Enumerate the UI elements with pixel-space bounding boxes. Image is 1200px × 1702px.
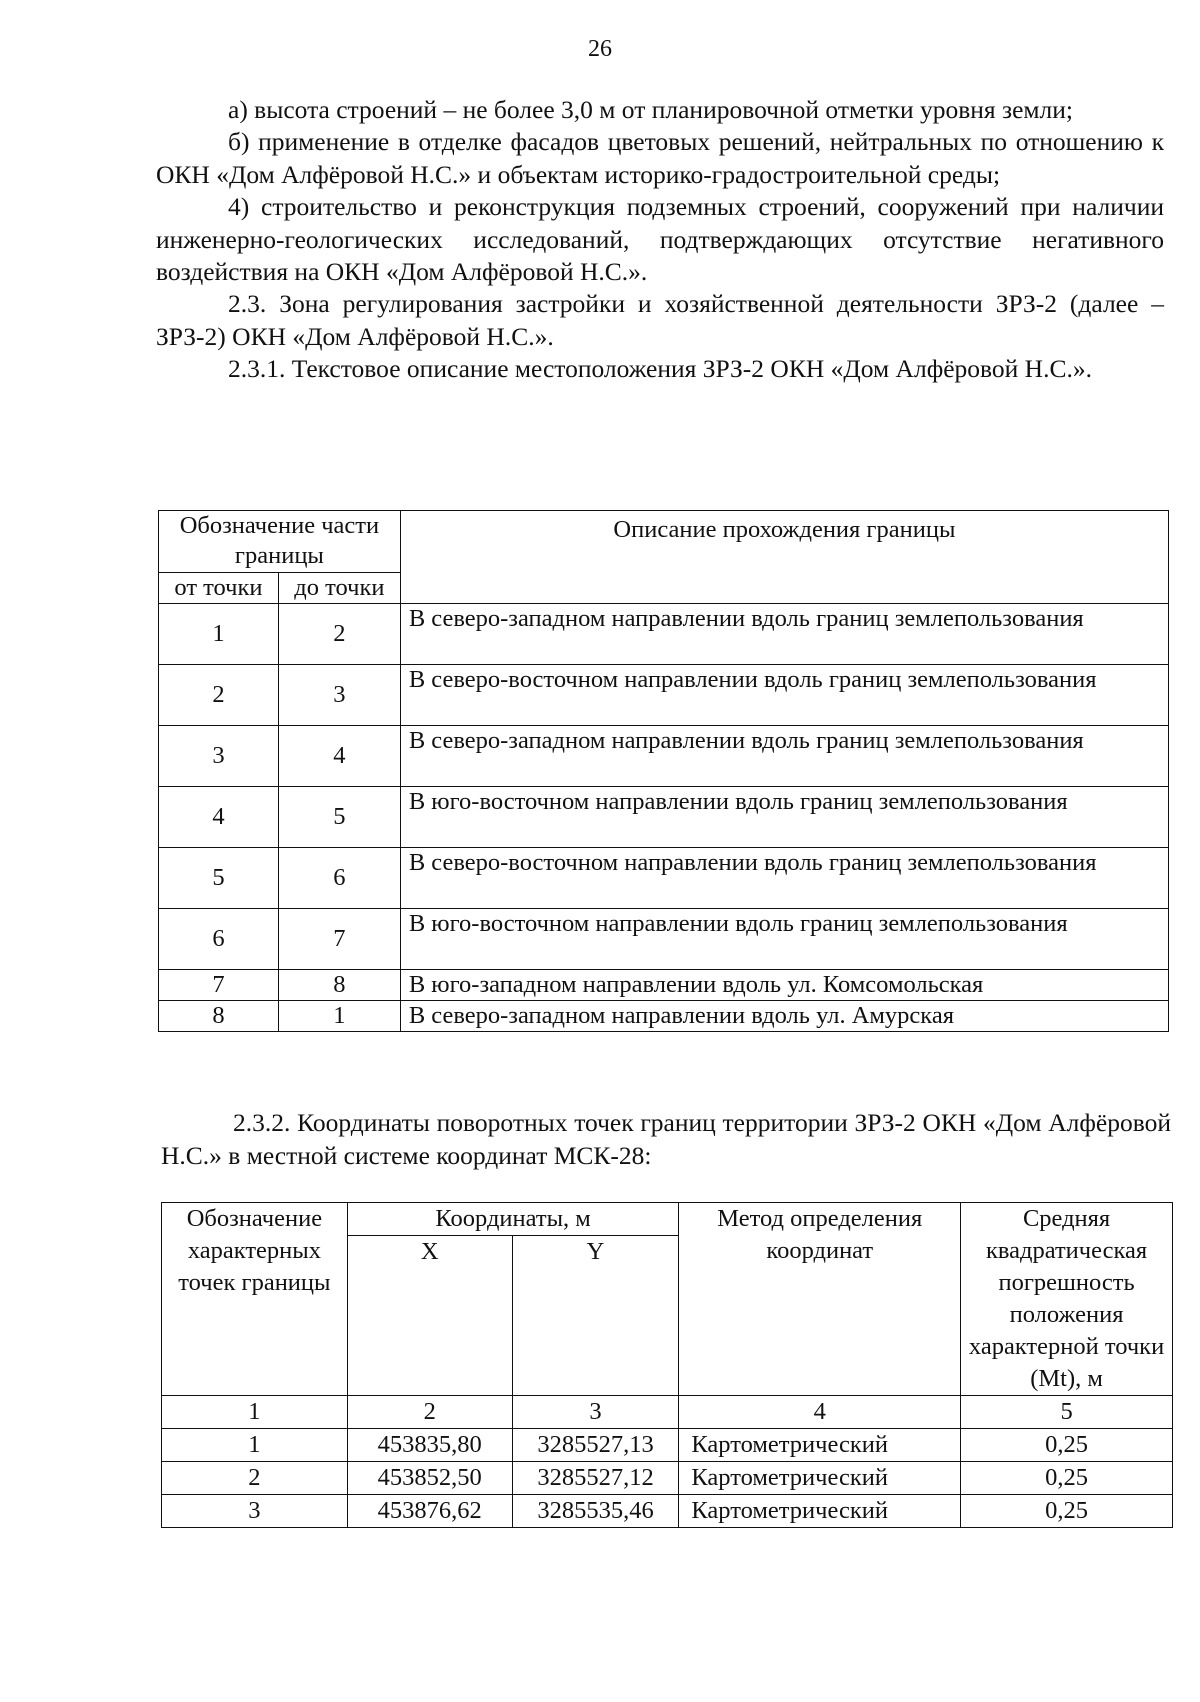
paragraph-height-limit: а) высота строений – не более 3,0 м от планировочной отметки уровня земли; <box>228 95 1074 124</box>
from-point: 4 <box>159 787 279 848</box>
column-number: 1 <box>162 1396 348 1429</box>
method: Картометрический <box>679 1495 961 1528</box>
table-row <box>159 970 1169 1001</box>
header-from-point: от точки <box>159 573 279 604</box>
boundary-description: В северо-восточном направлении вдоль границ землепользования <box>400 665 1168 726</box>
coordinate-y: 3285527,12 <box>512 1462 679 1495</box>
table-row <box>159 1001 1169 1032</box>
table-row <box>159 665 1169 726</box>
from-point: 8 <box>159 1001 279 1032</box>
header-boundary-part: Обозначение части границы <box>159 511 401 573</box>
header-coordinates: Координаты, м <box>347 1203 679 1236</box>
column-number: 4 <box>679 1396 961 1429</box>
from-point: 1 <box>159 604 279 665</box>
to-point: 7 <box>278 909 400 970</box>
method: Картометрический <box>679 1462 961 1495</box>
boundary-description-table <box>158 510 1169 1032</box>
to-point: 8 <box>278 970 400 1001</box>
to-point: 2 <box>278 604 400 665</box>
coordinate-x: 453852,50 <box>347 1462 512 1495</box>
table-row <box>159 726 1169 787</box>
header-to-point: до точки <box>278 573 400 604</box>
point-number: 2 <box>162 1462 348 1495</box>
boundary-description: В северо-западном направлении вдоль границ землепользования <box>400 726 1168 787</box>
header-boundary-description: Описание прохождения границы <box>400 511 1168 604</box>
coordinate-x: 453835,80 <box>347 1429 512 1462</box>
coordinates-table <box>161 1202 1173 1528</box>
mean-error: 0,25 <box>961 1495 1173 1528</box>
header-y: Y <box>512 1236 679 1396</box>
paragraph-coordinates-heading: 2.3.2. Координаты поворотных точек границ территории ЗРЗ-2 ОКН «Дом Алфёровой Н.С.» в местной системе координат МСК-28: <box>161 1108 1171 1170</box>
boundary-description: В юго-западном направлении вдоль ул. Комсомольская <box>400 970 1168 1001</box>
body-text <box>156 94 1164 386</box>
column-number: 5 <box>961 1396 1173 1429</box>
point-number: 1 <box>162 1429 348 1462</box>
header-method: Метод определения координат <box>679 1203 961 1396</box>
from-point: 7 <box>159 970 279 1001</box>
from-point: 3 <box>159 726 279 787</box>
boundary-description: В северо-восточном направлении вдоль границ землепользования <box>400 848 1168 909</box>
header-mean-error: Средняя квадратическая погрешность положения характерной точки (Mt), м <box>961 1203 1173 1396</box>
mean-error: 0,25 <box>961 1429 1173 1462</box>
boundary-description: В северо-западном направлении вдоль ул. Амурская <box>400 1001 1168 1032</box>
table-row <box>162 1495 1173 1528</box>
paragraph-text-description: 2.3.1. Текстовое описание местоположения ЗРЗ-2 ОКН «Дом Алфёровой Н.С.». <box>228 354 1092 384</box>
to-point: 4 <box>278 726 400 787</box>
table-row <box>159 909 1169 970</box>
section-coordinates-text <box>161 1106 1171 1172</box>
table-row <box>159 604 1169 665</box>
table-row <box>162 1462 1173 1495</box>
page-number: 26 <box>588 36 612 62</box>
boundary-description: В юго-восточном направлении вдоль границ землепользования <box>400 909 1168 970</box>
paragraph-zone-heading: 2.3. Зона регулирования застройки и хозяйственной деятельности ЗРЗ-2 (далее – ЗРЗ-2) ОКН «Дом Алфёровой Н.С.». <box>156 289 1164 351</box>
mean-error: 0,25 <box>961 1462 1173 1495</box>
column-number: 3 <box>512 1396 679 1429</box>
column-number-row <box>162 1396 1173 1429</box>
to-point: 6 <box>278 848 400 909</box>
method: Картометрический <box>679 1429 961 1462</box>
to-point: 5 <box>278 787 400 848</box>
table-row <box>159 848 1169 909</box>
point-number: 3 <box>162 1495 348 1528</box>
coordinate-x: 453876,62 <box>347 1495 512 1528</box>
from-point: 6 <box>159 909 279 970</box>
table-row <box>162 1429 1173 1462</box>
table-row <box>159 787 1169 848</box>
from-point: 2 <box>159 665 279 726</box>
header-point-designation: Обозначение характерных точек границы <box>162 1203 348 1396</box>
paragraph-underground-construction: 4) строительство и реконструкция подземных строений, сооружений при наличии инженерно-геологических исследований, подтверждающих отсутствие негативного воздействия на ОКН «Дом Алфёровой Н.С.». <box>156 192 1164 287</box>
boundary-description: В юго-восточном направлении вдоль границ землепользования <box>400 787 1168 848</box>
paragraph-facade-colors: б) применение в отделке фасадов цветовых решений, нейтральных по отношению к ОКН «Дом Алфёровой Н.С.» и объектам историко-градостроительной среды; <box>156 127 1164 189</box>
header-x: X <box>347 1236 512 1396</box>
boundary-description: В северо-западном направлении вдоль границ землепользования <box>400 604 1168 665</box>
coordinate-y: 3285527,13 <box>512 1429 679 1462</box>
to-point: 1 <box>278 1001 400 1032</box>
column-number: 2 <box>347 1396 512 1429</box>
coordinate-y: 3285535,46 <box>512 1495 679 1528</box>
from-point: 5 <box>159 848 279 909</box>
to-point: 3 <box>278 665 400 726</box>
